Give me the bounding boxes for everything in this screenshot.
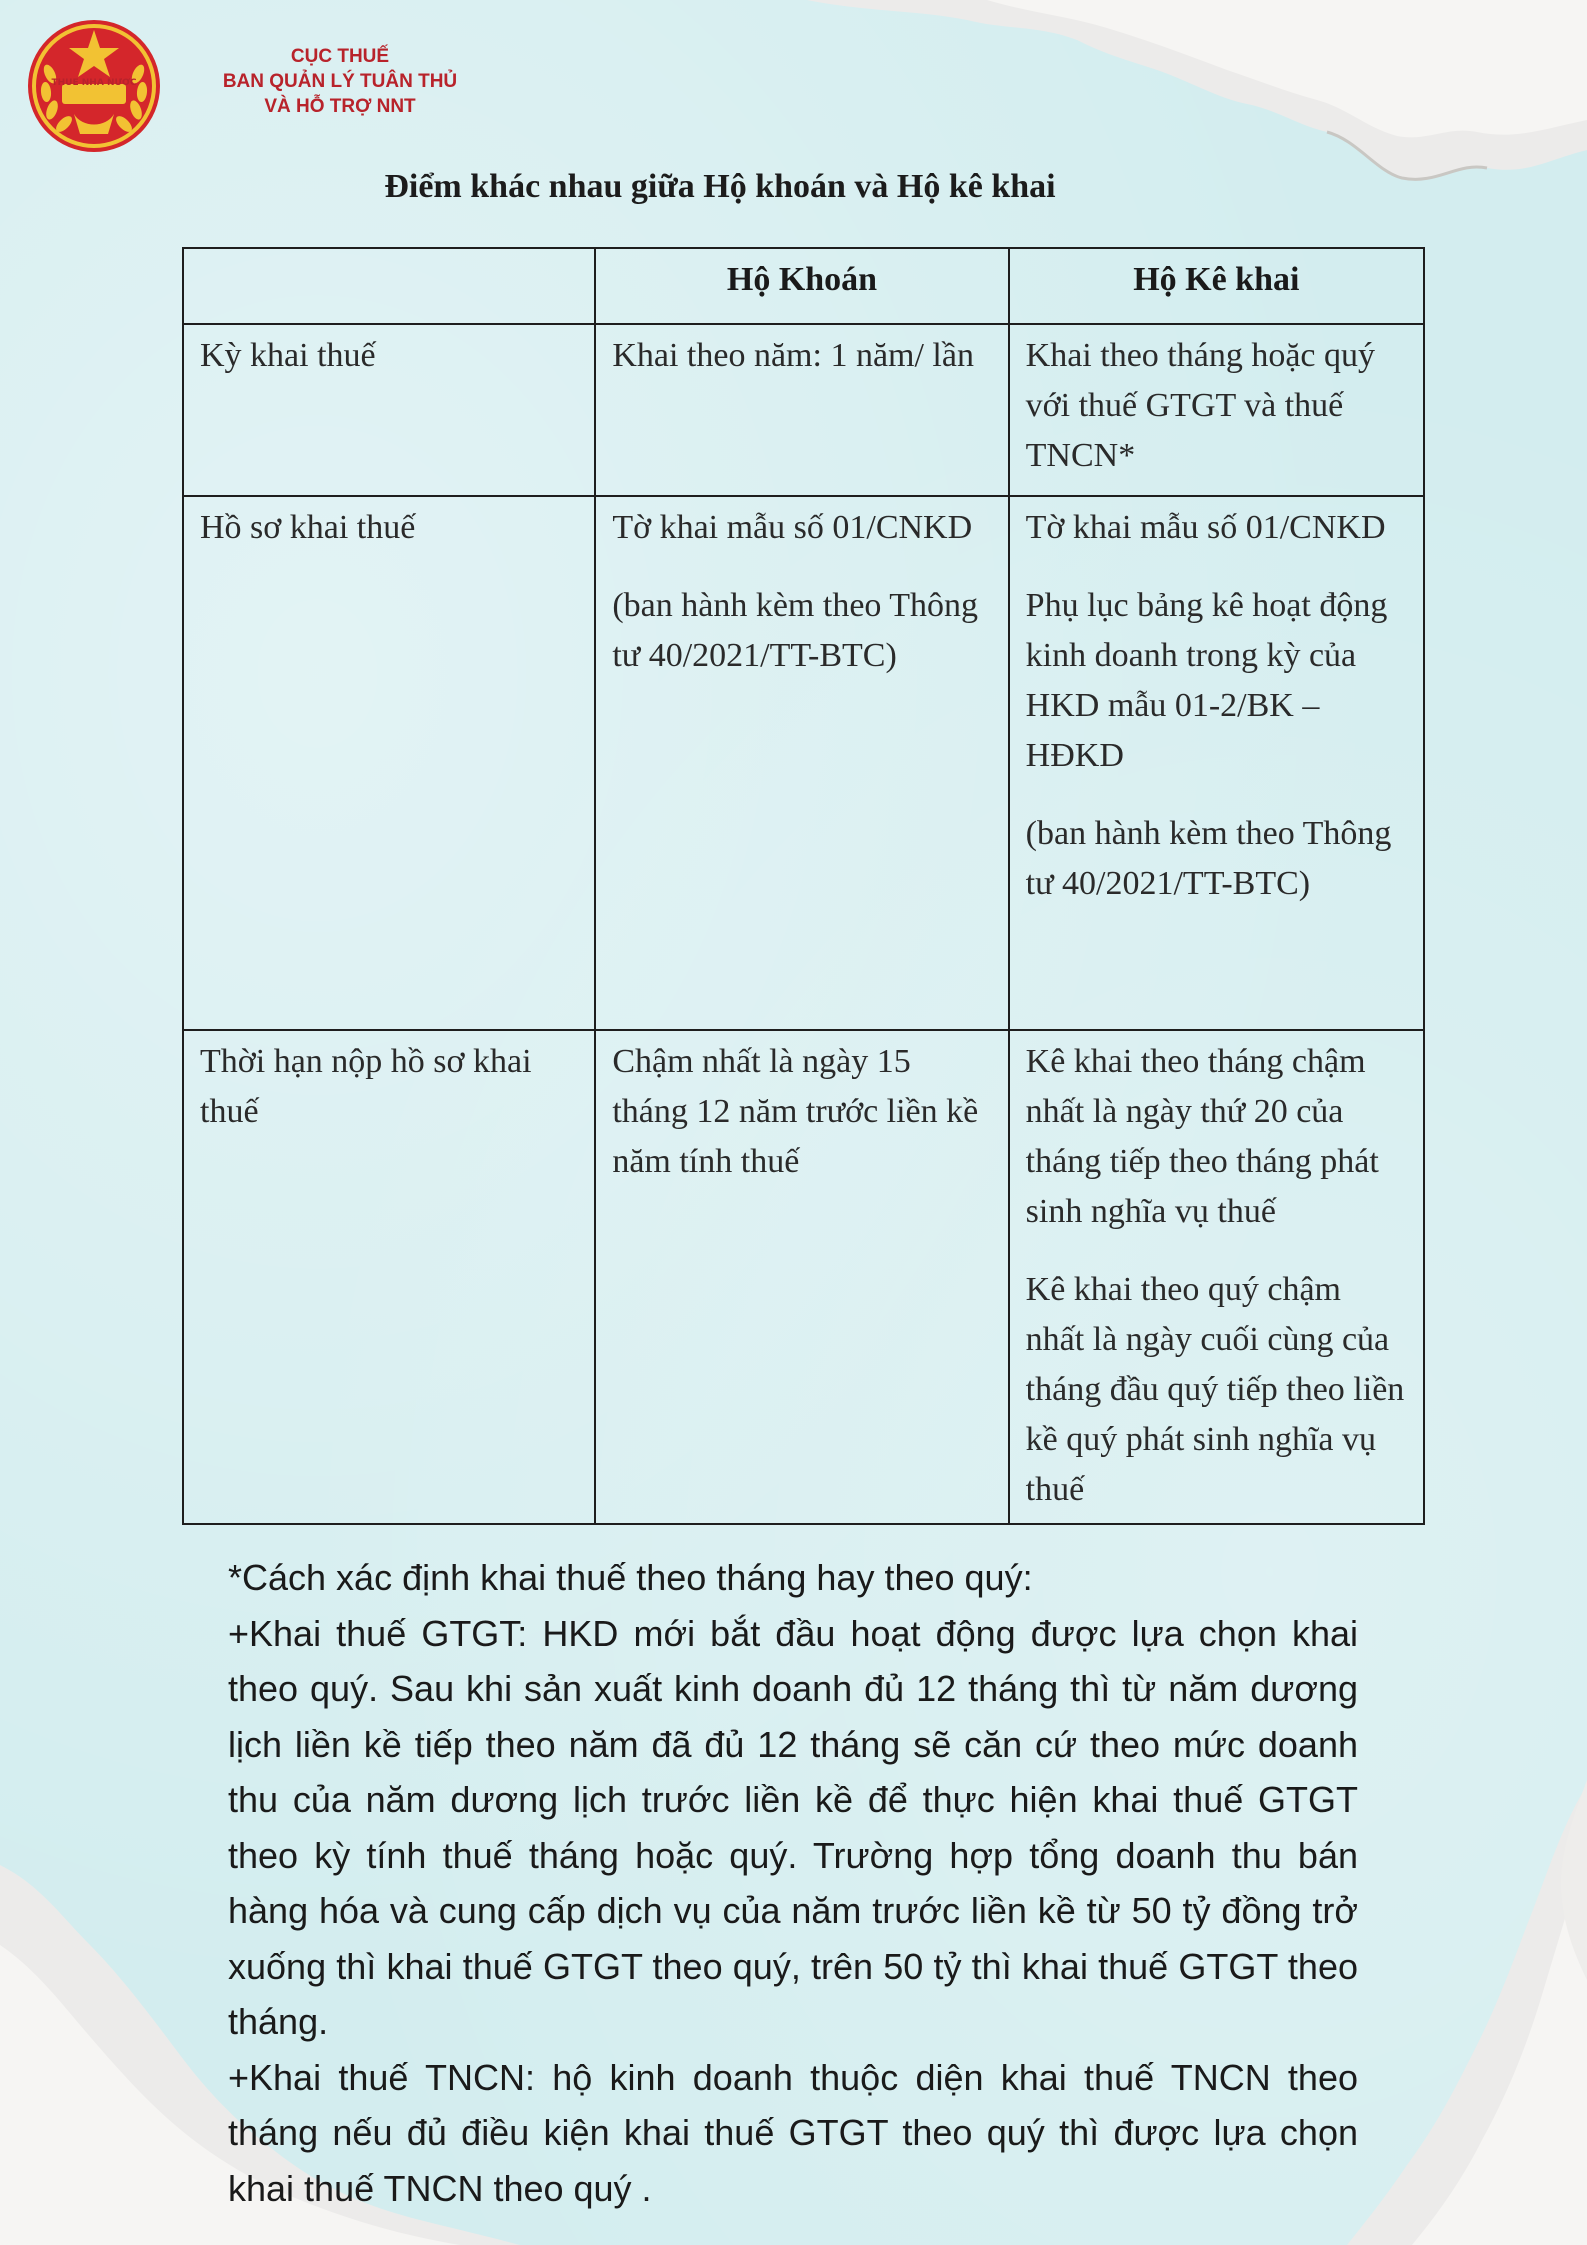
header-cell-ho-ke-khai: Hộ Kê khai [1009, 248, 1424, 324]
notes-section [228, 1550, 1358, 2216]
cell-ho-ke-khai: Kê khai theo tháng chậm nhất là ngày thứ 20 của tháng tiếp theo tháng phát sinh nghĩa vụ thuế Kê khai theo quý chậm nhất là ngày cuối cùng của tháng đầu quý tiếp theo liền kề quý phát sinh nghĩa vụ thuế [1009, 1030, 1424, 1524]
header-cell-empty [183, 248, 595, 324]
row-label: Kỳ khai thuế [183, 324, 595, 496]
cell-ho-ke-khai: Khai theo tháng hoặc quý với thuế GTGT và thuế TNCN* [1009, 324, 1424, 496]
cell-ho-khoan: Khai theo năm: 1 năm/ lần [595, 324, 1008, 496]
cell-ho-ke-khai: Tờ khai mẫu số 01/CNKD Phụ lục bảng kê hoạt động kinh doanh trong kỳ của HKD mẫu 01-2/BK – HĐKD (ban hành kèm theo Thông tư 40/2021/TT-BTC) [1009, 496, 1424, 1030]
note-heading: *Cách xác định khai thuế theo tháng hay theo quý: [228, 1557, 1033, 1598]
torn-paper-right-edge [1527, 1780, 1587, 1980]
emblem-label: THUẾ NHÀ NƯỚC [51, 78, 137, 88]
cell-ho-khoan: Tờ khai mẫu số 01/CNKD (ban hành kèm theo Thông tư 40/2021/TT-BTC) [595, 496, 1008, 1030]
cell-ho-khoan: Chậm nhất là ngày 15 tháng 12 năm trước liền kề năm tính thuế [595, 1030, 1008, 1524]
header-cell-ho-khoan: Hộ Khoán [595, 248, 1008, 324]
org-line-3: VÀ HỖ TRỢ NNT [264, 96, 416, 117]
row-label: Thời hạn nộp hồ sơ khai thuế [183, 1030, 595, 1524]
table-header-row [183, 248, 1424, 324]
row-label: Hồ sơ khai thuế [183, 496, 595, 1030]
organization-name [190, 44, 490, 119]
org-line-1: CỤC THUẾ [290, 46, 390, 67]
comparison-table [182, 247, 1425, 1525]
org-line-2: BAN QUẢN LÝ TUÂN THỦ [222, 71, 458, 92]
document-title: Điểm khác nhau giữa Hộ khoán và Hộ kê khai [384, 168, 1056, 205]
note-tncn: +Khai thuế TNCN: hộ kinh doanh thuộc diện khai thuế TNCN theo tháng nếu đủ điều kiện khai thuế GTGT theo quý thì được lựa chọn khai thuế TNCN theo quý . [228, 2056, 1358, 2209]
table-row [183, 324, 1424, 496]
table-row [183, 1030, 1424, 1524]
table-row [183, 496, 1424, 1030]
note-gtgt: +Khai thuế GTGT: HKD mới bắt đầu hoạt động được lựa chọn khai theo quý. Sau khi sản xuất kinh doanh đủ 12 tháng thì từ năm dương lịch liền kề tiếp theo năm đã đủ 12 tháng sẽ căn cứ theo mức doanh thu của năm dương lịch trước liền kề để thực hiện khai thuế GTGT theo kỳ tính thuế tháng hoặc quý. Trường hợp tổng doanh thu bán hàng hóa và cung cấp dịch vụ của năm trước liền kề từ 50 tỷ đồng trở xuống thì khai thuế GTGT theo quý, trên 50 tỷ thì khai thuế GTGT theo tháng. [228, 1612, 1358, 2042]
